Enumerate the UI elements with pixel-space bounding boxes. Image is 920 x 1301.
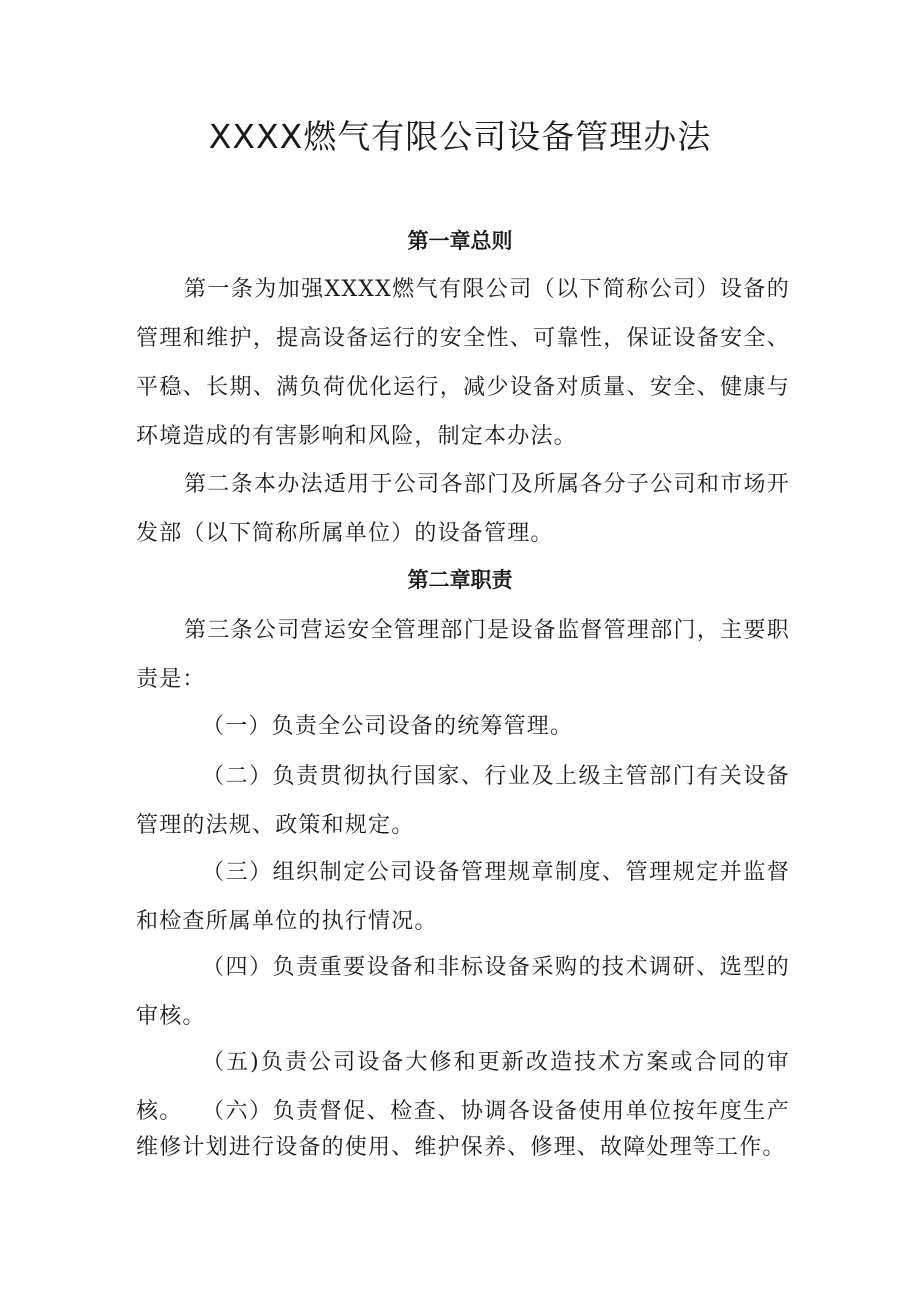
list-item: （一）负责全公司设备的统筹管理。 — [202, 714, 574, 739]
list-item: （四）负责重要设备和非标设备采购的技术调研、选型的审核。 — [136, 955, 790, 1029]
list-item: （三）组织制定公司设备管理规章制度、管理规定并监督和检查所属单位的执行情况。 — [136, 860, 790, 934]
list-item: （二）负责贯彻执行国家、行业及上级主管部门有关设备管理的法规、政策和规定。 — [136, 764, 790, 838]
chapter-heading: 第二章职责 — [407, 568, 513, 592]
article-paragraph: 第一条为加强XXXX燃气有限公司（以下简称公司）设备的管理和维护，提高设备运行的安全性、可靠性，保证设备安全、平稳、长期、满负荷优化运行，减少设备对质量、安全、健康与环境造成的有害影响和风险，制定本办法。 — [136, 277, 790, 449]
list-item: （五)负责公司设备大修和更新改造技术方案或合同的审核。 — [136, 1050, 790, 1124]
chapter-heading: 第一章总则 — [407, 229, 513, 253]
article-paragraph: 第二条本办法适用于公司各部门及所属各分子公司和市场开发部（以下简称所属单位）的设备管理。 — [136, 472, 790, 546]
article-paragraph: 第三条公司营运安全管理部门是设备监督管理部门，主要职责是： — [136, 618, 790, 692]
list-item: （六）负责督促、检查、协调各设备使用单位按年度生产维修计划进行设备的使用、维护保养、修理、故障处理等工作。 — [136, 1099, 790, 1160]
document-title: XXXX燃气有限公司设备管理办法 — [208, 117, 712, 156]
